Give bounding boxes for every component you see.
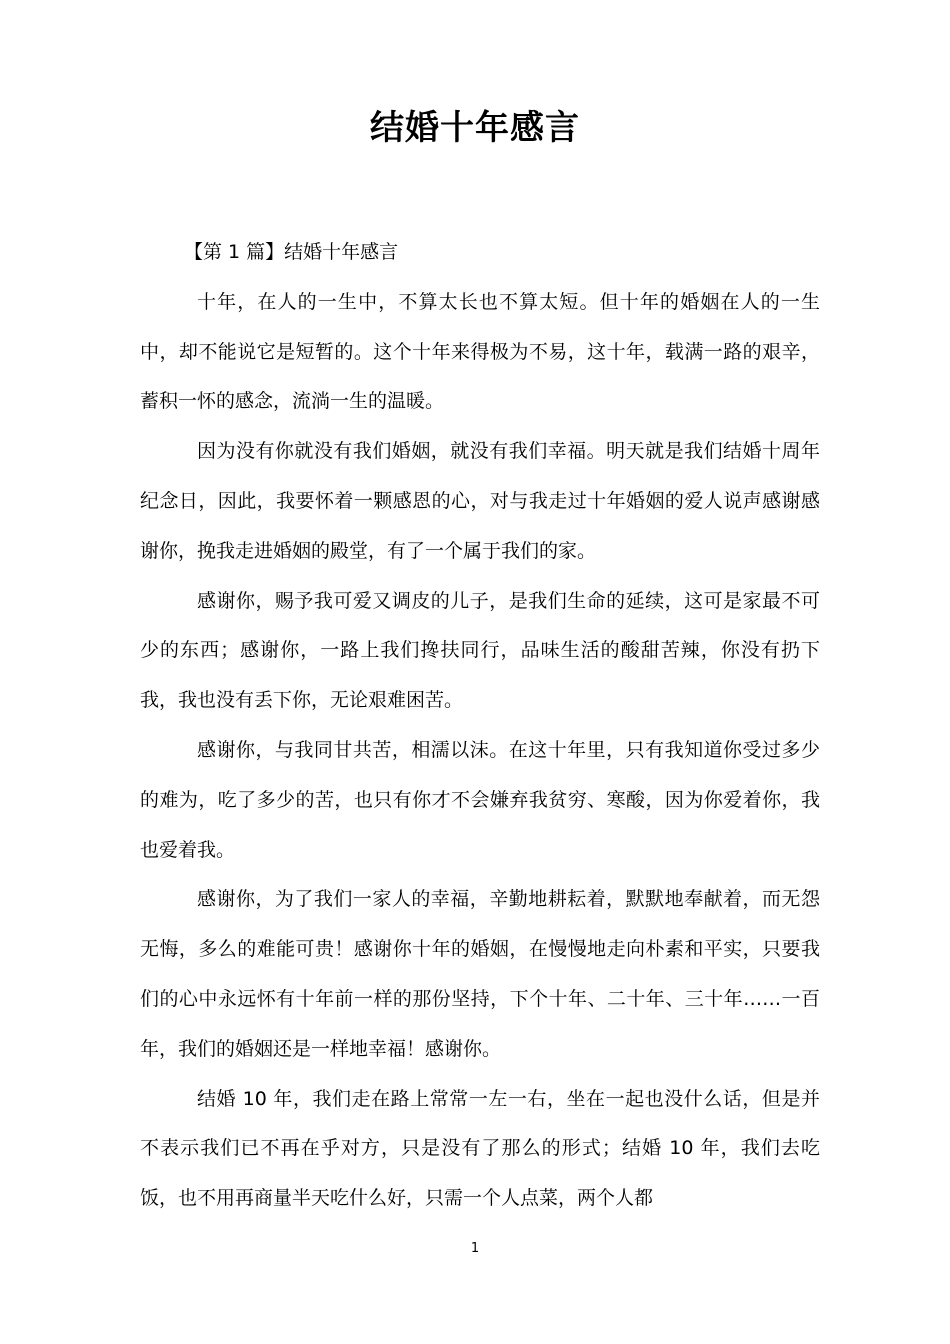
paragraph: 十年，在人的一生中，不算太长也不算太短。但十年的婚姻在人的一生中，却不能说它是短暂的。这个十年来得极为不易，这十年，载满一路的艰辛，蓄积一怀的感念，流淌一生的温暖。: [140, 290, 820, 413]
document-title: 结婚十年感言: [370, 108, 580, 148]
section-heading: 【第 1 篇】结婚十年感言: [184, 241, 399, 263]
paragraph: 结婚 10 年，我们走在路上常常一左一右，坐在一起也没什么话，但是并不表示我们已不再在乎对方，只是没有了那么的形式；结婚 10 年，我们去吃饭，也不用再商量半天吃什么好，只需一个人点菜，两个人都: [140, 1087, 820, 1210]
paragraph: 因为没有你就没有我们婚姻，就没有我们幸福。明天就是我们结婚十周年纪念日，因此，我要怀着一颗感恩的心，对与我走过十年婚姻的爱人说声感谢感谢你，挽我走进婚姻的殿堂，有了一个属于我们的家。: [140, 440, 820, 562]
paragraph: 感谢你，与我同甘共苦，相濡以沫。在这十年里，只有我知道你受过多少的难为，吃了多少的苦，也只有你才不会嫌弃我贫穷、寒酸，因为你爱着你，我也爱着我。: [140, 738, 820, 861]
page-number: 1: [470, 1241, 480, 1256]
paragraph: 感谢你，赐予我可爱又调皮的儿子，是我们生命的延续，这可是家最不可少的东西；感谢你，一路上我们搀扶同行，品味生活的酸甜苦辣，你没有扔下我，我也没有丢下你，无论艰难困苦。: [140, 589, 820, 712]
paragraph: 感谢你，为了我们一家人的幸福，辛勤地耕耘着，默默地奉献着，而无怨无悔，多么的难能可贵！感谢你十年的婚姻，在慢慢地走向朴素和平实，只要我们的心中永远怀有十年前一样的那份坚持，下个十年、二十年、三十年……一百年，我们的婚姻还是一样地幸福！感谢你。: [140, 888, 820, 1060]
document-body: [140, 228, 820, 1224]
